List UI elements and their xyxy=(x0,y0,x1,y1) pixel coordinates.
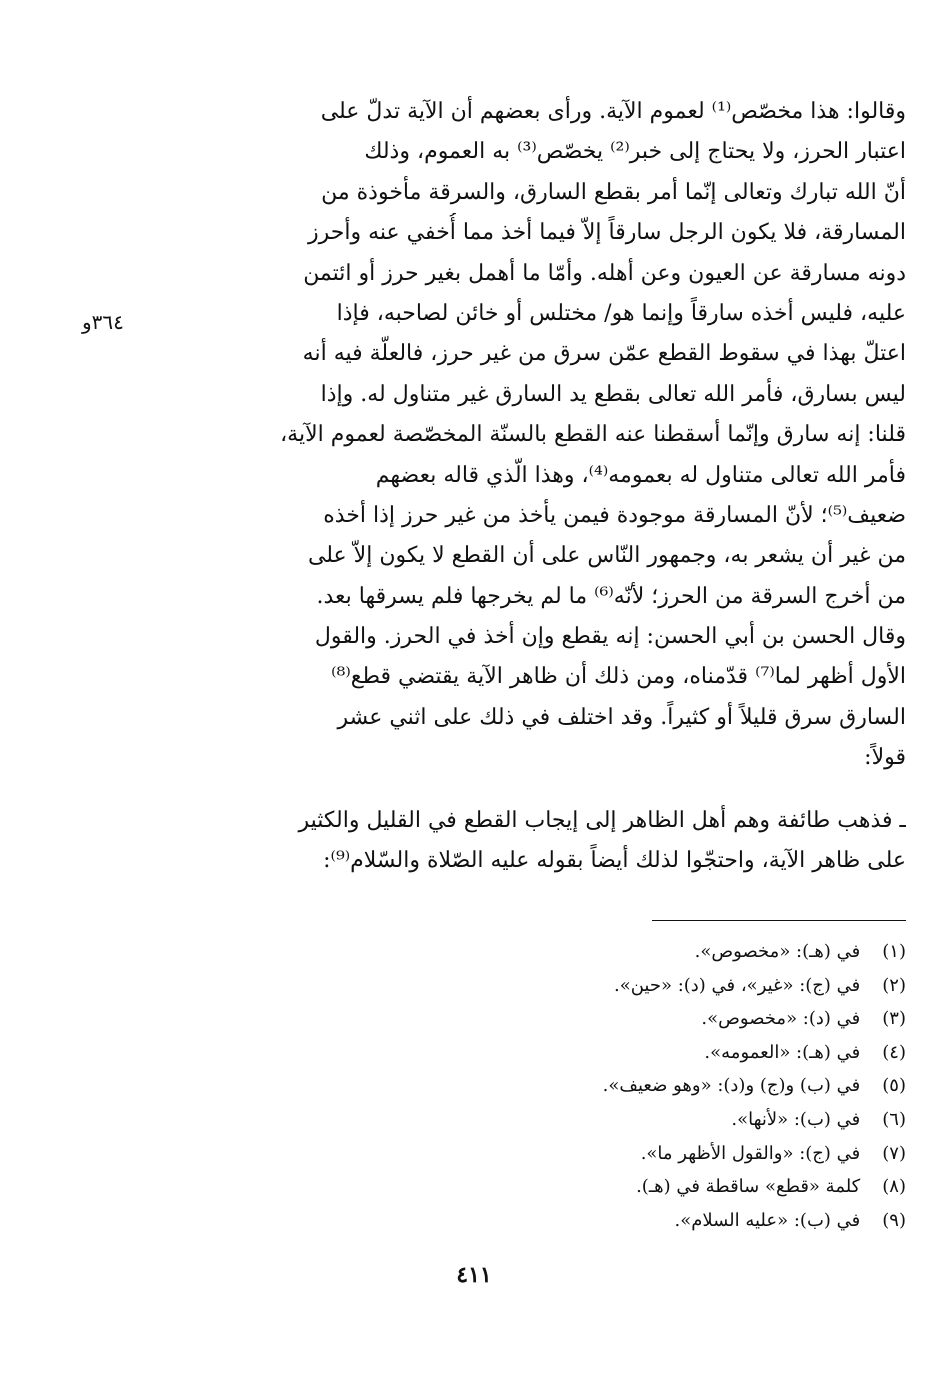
footnote-number: (٨) xyxy=(882,1176,906,1198)
footnote-text: في (هـ): «مخصوص». xyxy=(694,941,861,962)
text-line: اعتلّ بهذا في سقوط القطع عمّن سرق من غير حرز، فالعلّة فيه أنه xyxy=(302,341,906,367)
text-line: ليس بسارق، فأمر الله تعالى بقطع يد السارق غير متناول له. وإذا xyxy=(320,381,906,407)
footnote xyxy=(186,1002,906,1036)
page-number: ٤١١ xyxy=(456,1262,492,1288)
footnote-text: في (د): «مخصوص». xyxy=(701,1008,861,1030)
text-line: على ظاهر الآية، واحتجّوا لذلك أيضاً بقوله عليه الصّلاة والسّلام⁽⁹⁾: xyxy=(323,848,906,874)
footnote xyxy=(186,1137,906,1171)
footnote-text: في (ج): «غير»، في (د): «حين». xyxy=(613,974,861,996)
footnote-text: في (هـ): «العمومه». xyxy=(704,1041,861,1063)
footnotes xyxy=(186,935,906,1237)
footnote-number: (٩) xyxy=(882,1209,906,1231)
footnote xyxy=(186,1204,906,1238)
text-line: ضعيف⁽⁵⁾؛ لأنّ المسارقة موجودة فيمن يأخذ من غير حرز إذا أخذه xyxy=(323,502,906,528)
footnote-text: في (ب): «عليه السلام». xyxy=(674,1209,861,1231)
text-line: اعتبار الحرز، ولا يحتاج إلى خبر⁽²⁾ يخصّص⁽³⁾ به العموم، وذلك xyxy=(364,139,906,165)
paragraph-break xyxy=(158,779,906,801)
text-line: قولاً: xyxy=(864,745,906,771)
text-line: المسارقة، فلا يكون الرجل سارقاً إلاّ فيما أخذ مما أُخفي عنه وأحرز xyxy=(308,220,906,246)
footnote xyxy=(186,1170,906,1204)
footnote-text: في (ج): «والقول الأظهر ما». xyxy=(640,1142,861,1164)
text-line: وقال الحسن بن أبي الحسن: إنه يقطع وإن أخذ في الحرز. والقول xyxy=(314,624,906,650)
footnote-number: (٧) xyxy=(882,1142,906,1164)
text-line: أنّ الله تبارك وتعالى إنّما أمر بقطع السارق، والسرقة مأخوذة من xyxy=(321,179,906,205)
footnote-number: (١) xyxy=(882,941,906,962)
footnote-text: كلمة «قطع» ساقطة في (هـ). xyxy=(636,1176,861,1198)
footnote-text: في (ب): «لأنها». xyxy=(731,1108,861,1130)
footnote-number: (٣) xyxy=(882,1008,906,1030)
text-line: قلنا: إنه سارق وإنّما أسقطنا عنه القطع بالسنّة المخصّصة لعموم الآية، xyxy=(280,422,906,448)
footnote xyxy=(186,1036,906,1070)
text-line: من غير أن يشعر به، وجمهور النّاس على أن القطع لا يكون إلاّ على xyxy=(307,543,906,569)
footnote-number: (٤) xyxy=(882,1041,906,1063)
footnote xyxy=(186,935,906,969)
footnote-number: (٢) xyxy=(882,974,906,996)
text-line: من أخرج السرقة من الحرز؛ لأنّه⁽⁶⁾ ما لم يخرجها فلم يسرقها بعد. xyxy=(316,583,906,609)
footnote-number: (٦) xyxy=(882,1108,906,1130)
text-line: عليه، فليس أخذه سارقاً وإنما هو/ مختلس أو خائن لصاحبه، فإذا xyxy=(336,300,906,326)
main-text-block xyxy=(158,92,906,881)
text-line: ـ فذهب طائفة وهم أهل الظاهر إلى إيجاب القطع في القليل والكثير xyxy=(298,807,906,833)
text-line: الأول أظهر لما⁽⁷⁾ قدّمناه، ومن ذلك أن ظاهر الآية يقتضي قطع⁽⁸⁾ xyxy=(331,664,906,690)
footnote-number: (٥) xyxy=(882,1075,906,1097)
footnote-text: في (ب) و(ج) و(د): «وهو ضعيف». xyxy=(602,1075,861,1097)
footnote-separator xyxy=(652,920,906,921)
footnote xyxy=(186,1103,906,1137)
text-line: دونه مسارقة عن العيون وعن أهله. وأمّا ما أهمل بغير حرز أو ائتمن xyxy=(303,260,906,286)
footnote xyxy=(186,1069,906,1103)
text-line: فأمر الله تعالى متناول له بعمومه⁽⁴⁾، وهذا الّذي قاله بعضهم xyxy=(375,462,906,488)
text-line: وقالوا: هذا مخصّص⁽¹⁾ لعموم الآية. ورأى بعضهم أن الآية تدلّ على xyxy=(320,99,906,124)
footnote xyxy=(186,969,906,1003)
text-line: السارق سرق قليلاً أو كثيراً. وقد اختلف في ذلك على اثني عشر xyxy=(337,704,906,730)
manuscript-folio-marker: ٣٦٤و xyxy=(82,310,124,334)
